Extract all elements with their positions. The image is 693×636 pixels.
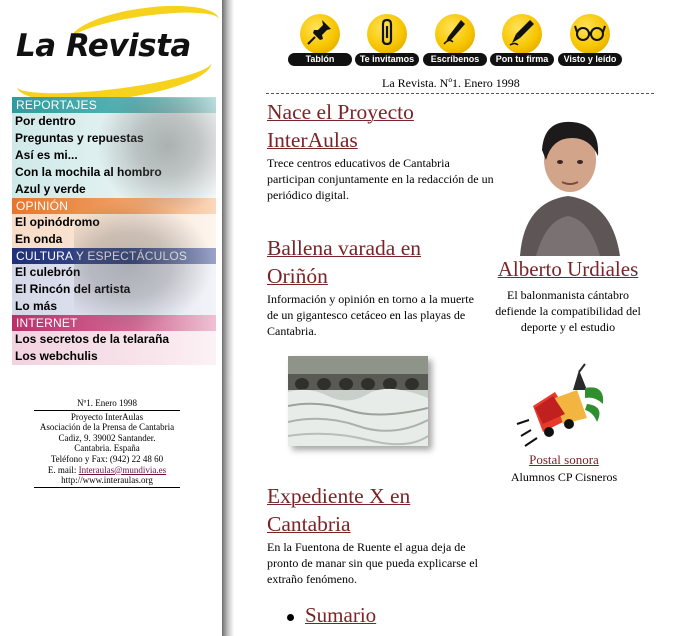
imprint-divider	[34, 410, 180, 411]
page-divider-shadow	[222, 0, 234, 636]
toolbar	[290, 12, 630, 68]
imprint-country: Cantabria. España	[74, 443, 140, 454]
imprint-issue: Nº1. Enero 1998	[76, 398, 138, 408]
river-dam-image	[288, 356, 428, 446]
article-title-interaulas[interactable]: Nace el Proyecto InterAulas	[267, 100, 414, 152]
pushpin-icon	[304, 16, 336, 48]
imprint-project: Proyecto InterAulas	[70, 411, 144, 422]
la-revista-logo[interactable]	[10, 6, 220, 92]
toolbar-button-pon-tu-firma[interactable]	[492, 12, 552, 68]
imprint-web: http://www.interaulas.org	[61, 475, 153, 486]
menu-section-header: INTERNET	[12, 315, 216, 331]
article-summary-interaulas: Trece centros educativos de Cantabria participan conjuntamente en la redacción de un periódico digital.	[267, 156, 494, 202]
menu-item[interactable]: El Rincón del artista	[12, 281, 216, 298]
toolbar-label: Visto y leído	[558, 53, 622, 66]
toolbar-button-visto-y-leido[interactable]	[560, 12, 620, 68]
postal-sonora-link[interactable]: Postal sonora	[529, 452, 599, 467]
paperclip-icon	[371, 16, 403, 48]
menu-item[interactable]: Los webchulis	[12, 348, 216, 365]
toolbar-label: Tablón	[288, 53, 352, 66]
toolbar-label: Escríbenos	[423, 53, 487, 66]
feature-name-link[interactable]: Alberto Urdiales	[497, 257, 639, 281]
feature-summary: El balonmanista cántabro defiende la compatibilidad del deporte y el estudio	[495, 288, 641, 334]
imprint-email-label: E. mail:	[47, 464, 79, 475]
dashed-divider	[266, 93, 654, 94]
menu-item[interactable]: El culebrón	[12, 264, 216, 281]
article-title-ballena[interactable]: Ballena varada en Oriñón	[267, 236, 421, 288]
alberto-urdiales-photo[interactable]	[506, 104, 630, 256]
toolbar-label: Pon tu firma	[490, 53, 554, 66]
sumario-list-item	[287, 603, 376, 628]
imprint-email-link[interactable]: Interaulas@mundivia.es	[78, 464, 167, 475]
imprint-email-row	[34, 465, 180, 476]
menu-section-header: CULTURA Y ESPECTÁCULOS	[12, 248, 216, 264]
imprint-address: Cadiz, 9. 39002 Santander.	[58, 432, 156, 443]
toolbar-button-escribenos[interactable]	[425, 12, 485, 68]
menu-section-header: REPORTAJES	[12, 97, 216, 113]
menu-item[interactable]: Lo más	[12, 298, 216, 315]
menu-item[interactable]: En onda	[12, 231, 216, 248]
pencil-icon	[439, 16, 471, 48]
bullet-icon	[287, 614, 294, 621]
menu-item[interactable]: El opinódromo	[12, 214, 216, 231]
bells-illustration	[515, 362, 605, 452]
menu-item[interactable]: Con la mochila al hombro	[12, 164, 216, 181]
glasses-icon	[574, 16, 606, 48]
fountain-pen-icon	[506, 16, 538, 48]
imprint	[34, 398, 180, 489]
issue-line: La Revista. Nº1. Enero 1998	[382, 76, 520, 90]
menu-item[interactable]: Por dentro	[12, 113, 216, 130]
logo-text: La Revista	[16, 28, 191, 64]
imprint-org: Asociación de la Prensa de Cantabria	[39, 422, 175, 433]
menu-item[interactable]: Así es mi...	[12, 147, 216, 164]
toolbar-button-tablon[interactable]	[290, 12, 350, 68]
section-menu	[12, 97, 216, 365]
toolbar-label: Te invitamos	[355, 53, 419, 66]
menu-item[interactable]: Azul y verde	[12, 181, 216, 198]
imprint-divider-bottom	[34, 487, 180, 488]
postal-credit: Alumnos CP Cisneros	[510, 470, 618, 484]
menu-section-header: OPINIÓN	[12, 198, 216, 214]
sumario-link[interactable]: Sumario	[305, 603, 377, 627]
article-title-expediente-x[interactable]: Expediente X en Cantabria	[267, 484, 411, 536]
christmas-bells-icon[interactable]	[515, 362, 605, 452]
sidebar	[0, 0, 222, 636]
article-summary-ballena: Información y opinión en torno a la muerte de un gigantesco cetáceo en las playas de Cantabria.	[267, 292, 474, 338]
imprint-phone: Teléfono y Fax: (942) 22 48 60	[50, 453, 164, 464]
menu-item[interactable]: Preguntas y repuestas	[12, 130, 216, 147]
menu-item[interactable]: Los secretos de la telaraña	[12, 331, 216, 348]
portrait-image	[506, 104, 630, 256]
toolbar-button-te-invitamos[interactable]	[357, 12, 417, 68]
article-summary-expediente-x: En la Fuentona de Ruente el agua deja de pronto de manar sin que pueda explicarse el extraño fenómeno.	[267, 540, 478, 586]
river-dam-photo[interactable]	[288, 356, 428, 446]
